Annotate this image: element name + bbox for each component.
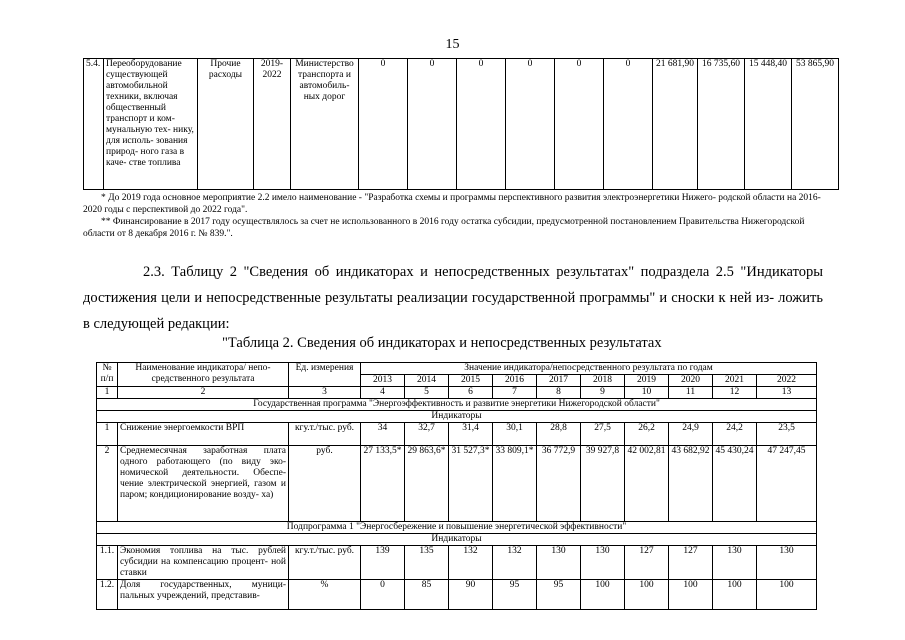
funding-source: Прочие расходы bbox=[198, 59, 254, 190]
value-cell: 42 002,81 bbox=[625, 446, 669, 522]
value-cell: 0 bbox=[604, 59, 653, 190]
program-title: Государственная программа "Энергоэффективность и развитие энергетики Нижегородской области" bbox=[97, 399, 817, 411]
previous-table-row bbox=[83, 58, 839, 190]
value-cell: 21 681,90 bbox=[653, 59, 698, 190]
column-number: 12 bbox=[713, 387, 757, 399]
value-cell: 100 bbox=[581, 580, 625, 610]
value-cell: 135 bbox=[405, 546, 449, 580]
column-number: 5 bbox=[405, 387, 449, 399]
value-cell: 0 bbox=[408, 59, 457, 190]
value-cell: 26,2 bbox=[625, 423, 669, 446]
value-cell: 100 bbox=[713, 580, 757, 610]
indicator-unit: руб. bbox=[289, 446, 361, 522]
value-cell: 45 430,24 bbox=[713, 446, 757, 522]
value-cell: 100 bbox=[669, 580, 713, 610]
column-number: 7 bbox=[493, 387, 537, 399]
column-number: 6 bbox=[449, 387, 493, 399]
indicator-unit: кгу.т./тыс. руб. bbox=[289, 546, 361, 580]
indicator-name: Экономия топлива на тыс. рублей субсидии на компенсацию процент- ной ставки bbox=[118, 546, 289, 580]
value-cell: 33 809,1* bbox=[493, 446, 537, 522]
value-cell: 29 863,6* bbox=[405, 446, 449, 522]
column-number: 10 bbox=[625, 387, 669, 399]
value-cell: 23,5 bbox=[757, 423, 817, 446]
year-header: 2016 bbox=[493, 375, 537, 387]
value-cell: 36 772,9 bbox=[537, 446, 581, 522]
year-header: 2014 bbox=[405, 375, 449, 387]
indicators-label: Индикаторы bbox=[97, 411, 817, 423]
value-cell: 31 527,3* bbox=[449, 446, 493, 522]
year-header: 2021 bbox=[713, 375, 757, 387]
row-number: 1.2. bbox=[97, 580, 118, 610]
value-cell: 139 bbox=[361, 546, 405, 580]
indicators-label: Индикаторы bbox=[97, 534, 817, 546]
year-header: 2013 bbox=[361, 375, 405, 387]
column-number: 2 bbox=[118, 387, 289, 399]
value-cell: 24,2 bbox=[713, 423, 757, 446]
value-cell: 85 bbox=[405, 580, 449, 610]
value-cell: 0 bbox=[506, 59, 555, 190]
value-cell: 28,8 bbox=[537, 423, 581, 446]
value-cell: 39 927,8 bbox=[581, 446, 625, 522]
column-number: 1 bbox=[97, 387, 118, 399]
column-number: 9 bbox=[581, 387, 625, 399]
header-values: Значение индикатора/непосредственного результата по годам bbox=[361, 363, 817, 375]
header-name: Наименование индикатора/ непо- средственного результата bbox=[118, 363, 289, 387]
year-header: 2015 bbox=[449, 375, 493, 387]
value-cell: 95 bbox=[493, 580, 537, 610]
value-cell: 16 735,60 bbox=[698, 59, 745, 190]
value-cell: 130 bbox=[537, 546, 581, 580]
value-cell: 30,1 bbox=[493, 423, 537, 446]
measure-name: Переоборудование существующей автомобильной техники, включая общественный транспорт и ком- мунальную тех- нику, для исполь- зования природ- ного газа в каче- стве топлива bbox=[104, 59, 198, 190]
value-cell: 90 bbox=[449, 580, 493, 610]
value-cell: 132 bbox=[449, 546, 493, 580]
footnote-2: ** Финансирование в 2017 году осуществлялось за счет не использованного в 2016 году остатка субсидии, предусмотренной постановлением Правительства Нижегородской области от 8 декабря 2016 г. № 839.". bbox=[83, 217, 805, 239]
year-header: 2019 bbox=[625, 375, 669, 387]
column-number: 8 bbox=[537, 387, 581, 399]
header-num: № п/п bbox=[97, 363, 118, 387]
table-title: "Таблица 2. Сведения об индикаторах и непосредственных результатах bbox=[222, 335, 662, 351]
year-header: 2018 bbox=[581, 375, 625, 387]
value-cell: 0 bbox=[361, 580, 405, 610]
value-cell: 0 bbox=[359, 59, 408, 190]
column-number: 11 bbox=[669, 387, 713, 399]
value-cell: 0 bbox=[555, 59, 604, 190]
value-cell: 130 bbox=[713, 546, 757, 580]
value-cell: 130 bbox=[757, 546, 817, 580]
value-cell: 132 bbox=[493, 546, 537, 580]
footnote-1: * До 2019 года основное мероприятие 2.2 имело наименование - "Разработка схемы и программы перспективного развития электроэнергетики Нижего- родской области на 2016-2020 годы с перспективой до 2022 года". bbox=[83, 193, 821, 215]
indicator-unit: % bbox=[289, 580, 361, 610]
value-cell: 15 448,40 bbox=[745, 59, 792, 190]
executor: Министерство транспорта и автомобиль- ных дорог bbox=[291, 59, 359, 190]
indicator-unit: кгу.т./тыс. руб. bbox=[289, 423, 361, 446]
period: 2019-2022 bbox=[254, 59, 291, 190]
indicator-name: Доля государственных, муници- пальных учреждений, представив- bbox=[118, 580, 289, 610]
row-number: 2 bbox=[97, 446, 118, 522]
value-cell: 34 bbox=[361, 423, 405, 446]
value-cell: 127 bbox=[625, 546, 669, 580]
value-cell: 100 bbox=[625, 580, 669, 610]
value-cell: 100 bbox=[757, 580, 817, 610]
year-header: 2017 bbox=[537, 375, 581, 387]
value-cell: 0 bbox=[457, 59, 506, 190]
column-number: 3 bbox=[289, 387, 361, 399]
value-cell: 24,9 bbox=[669, 423, 713, 446]
body-paragraph: 2.3. Таблицу 2 "Сведения об индикаторах и непосредственных результатах" подраздела 2.5 "Индикаторы достижения цели и непосредственные результаты реализации государственной программы" и сноски к ней из- ложить в следующей редакции: bbox=[83, 264, 823, 332]
value-cell: 53 865,90 bbox=[792, 59, 839, 190]
page-number: 15 bbox=[445, 37, 460, 52]
indicator-name: Снижение энергоемкости ВРП bbox=[118, 423, 289, 446]
column-number: 13 bbox=[757, 387, 817, 399]
year-header: 2022 bbox=[757, 375, 817, 387]
header-unit: Ед. измерения bbox=[289, 363, 361, 387]
value-cell: 47 247,45 bbox=[757, 446, 817, 522]
value-cell: 32,7 bbox=[405, 423, 449, 446]
value-cell: 43 682,92 bbox=[669, 446, 713, 522]
column-number: 4 bbox=[361, 387, 405, 399]
value-cell: 27 133,5* bbox=[361, 446, 405, 522]
value-cell: 31,4 bbox=[449, 423, 493, 446]
indicator-name: Среднемесячная заработная плата одного работающего (по виду эко- номической деятельности. Обеспе- чение электрической энергией, газом и паром; кондиционирование возду- ха) bbox=[118, 446, 289, 522]
value-cell: 127 bbox=[669, 546, 713, 580]
row-number: 5.4. bbox=[84, 59, 104, 190]
value-cell: 27,5 bbox=[581, 423, 625, 446]
year-header: 2020 bbox=[669, 375, 713, 387]
value-cell: 130 bbox=[581, 546, 625, 580]
row-number: 1.1. bbox=[97, 546, 118, 580]
indicators-table bbox=[96, 362, 817, 610]
value-cell: 95 bbox=[537, 580, 581, 610]
row-number: 1 bbox=[97, 423, 118, 446]
subprogram-title: Подпрограмма 1 "Энергосбережение и повышение энергетической эффективности" bbox=[97, 522, 817, 534]
